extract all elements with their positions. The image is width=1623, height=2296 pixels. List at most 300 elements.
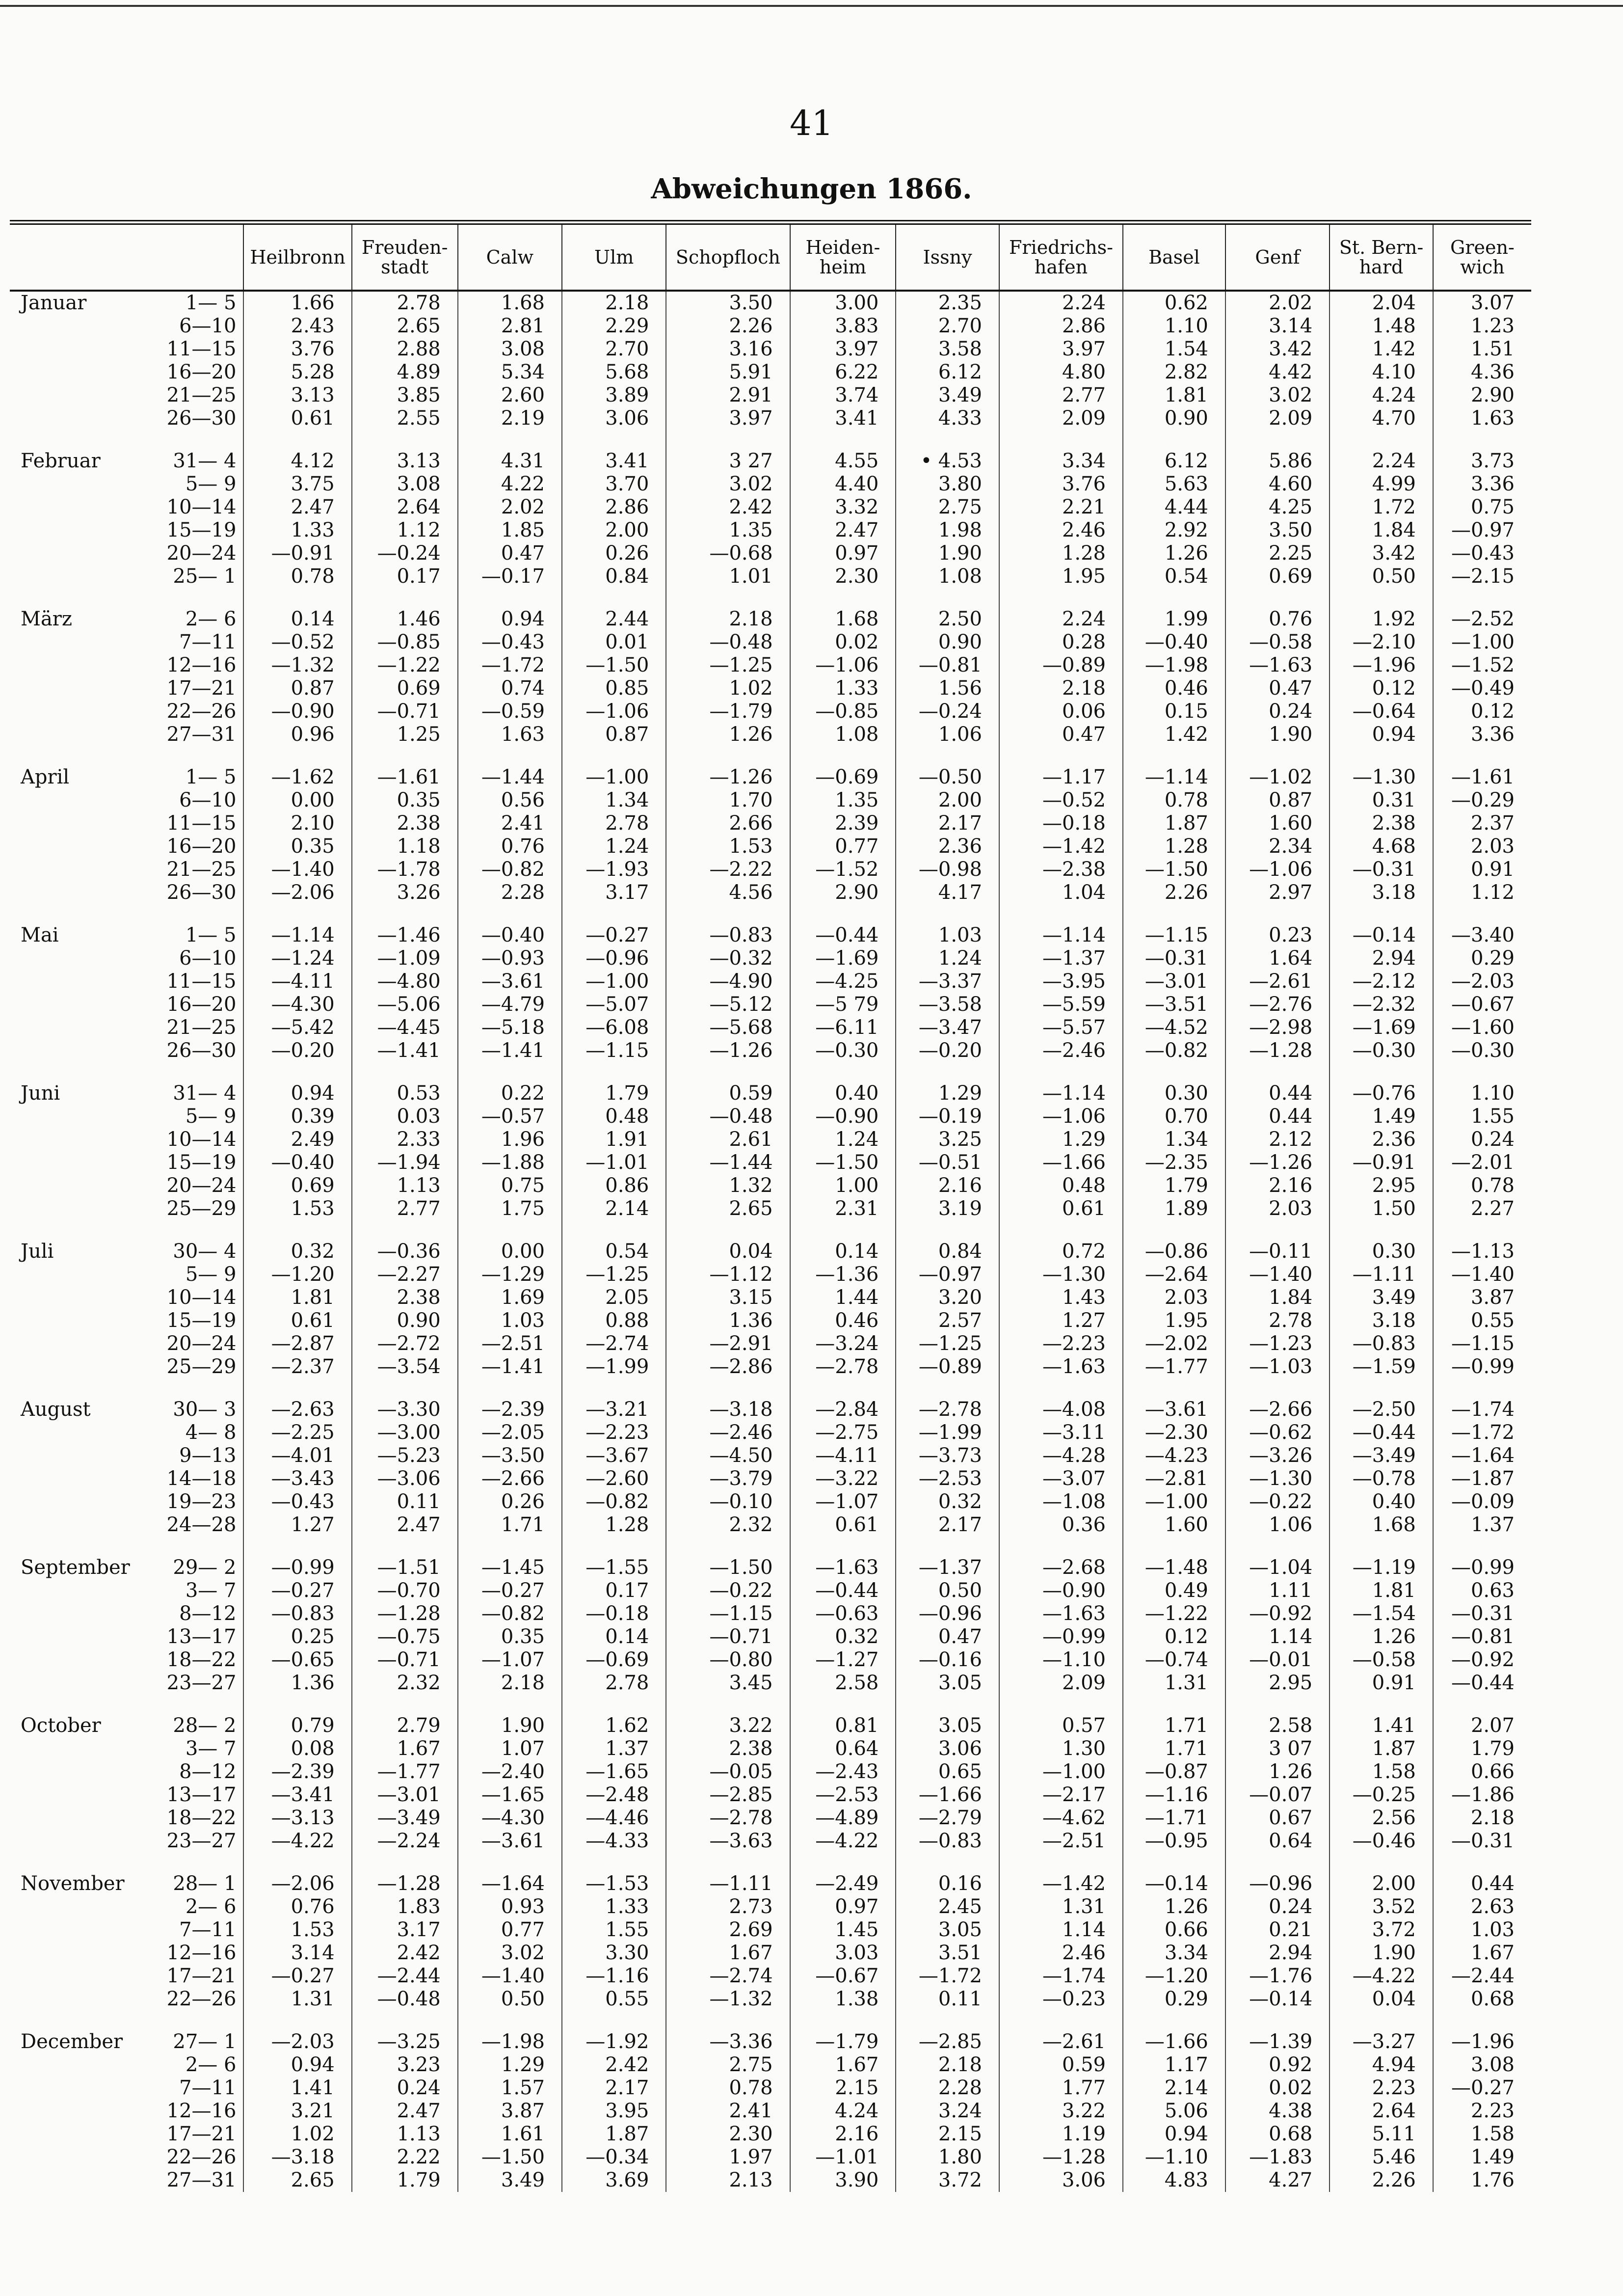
value-cell: —0.65 bbox=[243, 1648, 351, 1672]
station-name-line: Heiden- bbox=[805, 237, 880, 258]
spacer-cell bbox=[243, 746, 351, 766]
value-cell: —1.17 bbox=[999, 766, 1123, 789]
spacer-cell bbox=[562, 904, 666, 924]
value-cell: 2.44 bbox=[562, 608, 666, 631]
value-cell: 0.90 bbox=[896, 631, 999, 654]
value-cell: —0.59 bbox=[458, 700, 562, 723]
table-row bbox=[10, 1105, 1531, 1128]
value-cell: 2.09 bbox=[1225, 407, 1330, 430]
value-cell: —1.26 bbox=[666, 1039, 790, 1062]
value-cell: —4.80 bbox=[352, 970, 458, 993]
month-label bbox=[10, 970, 135, 993]
month-label bbox=[10, 1988, 135, 2011]
value-cell: 1.10 bbox=[1433, 1082, 1531, 1105]
value-cell: 1.24 bbox=[562, 835, 666, 858]
spacer-cell bbox=[896, 1853, 999, 1872]
value-cell: —2.39 bbox=[243, 1760, 351, 1783]
value-cell: —1.20 bbox=[1123, 1965, 1225, 1988]
value-cell: 0.77 bbox=[790, 835, 896, 858]
spacer-cell bbox=[1225, 1062, 1330, 1082]
table-row bbox=[10, 1942, 1531, 1965]
station-name-line: heim bbox=[819, 256, 866, 278]
station-header bbox=[352, 222, 458, 291]
value-cell: 2.78 bbox=[1225, 1309, 1330, 1332]
month-label: Januar bbox=[21, 292, 87, 314]
value-cell: 4.25 bbox=[1225, 496, 1330, 519]
value-cell: 2.00 bbox=[1330, 1872, 1433, 1895]
spacer-cell bbox=[135, 1695, 244, 1714]
value-cell: 2.75 bbox=[666, 2053, 790, 2077]
station-name-line: Heilbronn bbox=[250, 246, 346, 268]
value-cell: 3.23 bbox=[352, 2053, 458, 2077]
value-cell: 1.25 bbox=[352, 723, 458, 746]
value-cell: 3.03 bbox=[790, 1942, 896, 1965]
value-cell: —1.14 bbox=[243, 924, 351, 947]
value-cell: 0.75 bbox=[1433, 496, 1531, 519]
period-cell: 12—16 bbox=[166, 1942, 237, 1964]
value-cell: —0.71 bbox=[352, 1648, 458, 1672]
value-cell: 0.94 bbox=[243, 2053, 351, 2077]
value-cell: 1.53 bbox=[243, 1918, 351, 1942]
value-cell: —0.82 bbox=[562, 1490, 666, 1513]
value-cell: 3.08 bbox=[458, 338, 562, 361]
value-cell: 2.36 bbox=[896, 835, 999, 858]
spacer-cell bbox=[458, 1220, 562, 1240]
value-cell: 4.33 bbox=[896, 407, 999, 430]
spacer-cell bbox=[999, 1695, 1123, 1714]
value-cell: —1.37 bbox=[896, 1556, 999, 1579]
value-cell: 4.68 bbox=[1330, 835, 1433, 858]
value-cell: 0.22 bbox=[458, 1082, 562, 1105]
value-cell: 0.81 bbox=[790, 1714, 896, 1737]
value-cell: 2.47 bbox=[243, 496, 351, 519]
value-cell: 0.67 bbox=[1225, 1807, 1330, 1830]
period-cell: 13—17 bbox=[166, 1783, 237, 1806]
value-cell: 1.53 bbox=[243, 1197, 351, 1220]
table-row bbox=[10, 565, 1531, 588]
period-cell: 7—11 bbox=[179, 631, 237, 653]
value-cell: 0.12 bbox=[1433, 700, 1531, 723]
value-cell: —0.34 bbox=[562, 2146, 666, 2169]
spacer-cell bbox=[10, 1537, 135, 1556]
table-row bbox=[10, 407, 1531, 430]
month-label bbox=[10, 519, 135, 542]
value-cell: 2.15 bbox=[896, 2123, 999, 2146]
value-cell: 2.18 bbox=[1433, 1807, 1531, 1830]
spacer-cell bbox=[458, 746, 562, 766]
value-cell: —2.44 bbox=[352, 1965, 458, 1988]
value-cell: —2.03 bbox=[243, 2030, 351, 2053]
month-label bbox=[10, 361, 135, 384]
value-cell: —0.07 bbox=[1225, 1783, 1330, 1807]
spacer-cell bbox=[135, 1537, 244, 1556]
value-cell: —1.74 bbox=[999, 1965, 1123, 1988]
value-cell: 3.21 bbox=[243, 2100, 351, 2123]
value-cell: 2.28 bbox=[458, 881, 562, 904]
period-cell: 8—12 bbox=[179, 1602, 237, 1625]
value-cell: 3.97 bbox=[666, 407, 790, 430]
value-cell: 1.81 bbox=[1330, 1579, 1433, 1602]
value-cell: —0.87 bbox=[1123, 1760, 1225, 1783]
spacer-cell bbox=[562, 1220, 666, 1240]
value-cell: 0.02 bbox=[1225, 2077, 1330, 2100]
value-cell: 3.13 bbox=[243, 384, 351, 407]
month-label bbox=[10, 789, 135, 812]
spacer-cell bbox=[562, 430, 666, 450]
value-cell: —0.93 bbox=[458, 947, 562, 970]
period-cell: 31— 4 bbox=[173, 1082, 237, 1105]
value-cell: 1.26 bbox=[1123, 1895, 1225, 1918]
value-cell: —0.27 bbox=[458, 1579, 562, 1602]
month-label: April bbox=[21, 766, 70, 788]
value-cell: —0.90 bbox=[243, 700, 351, 723]
value-cell: 3.42 bbox=[1330, 542, 1433, 565]
spacer-cell bbox=[999, 1537, 1123, 1556]
value-cell: 0.08 bbox=[243, 1737, 351, 1760]
value-cell: 1.72 bbox=[1330, 496, 1433, 519]
value-cell: —2.63 bbox=[243, 1398, 351, 1421]
period-cell: 21—25 bbox=[166, 858, 237, 881]
value-cell: 2.75 bbox=[896, 496, 999, 519]
value-cell: 1.60 bbox=[1123, 1513, 1225, 1537]
table-row bbox=[10, 496, 1531, 519]
value-cell: 1.64 bbox=[1225, 947, 1330, 970]
spacer-row bbox=[10, 746, 1531, 766]
value-cell: 2.38 bbox=[666, 1737, 790, 1760]
month-label bbox=[10, 1467, 135, 1490]
value-cell: 3.34 bbox=[1123, 1942, 1225, 1965]
value-cell: 0.47 bbox=[458, 542, 562, 565]
spacer-cell bbox=[458, 1378, 562, 1398]
value-cell: —2.35 bbox=[1123, 1151, 1225, 1174]
value-cell: —0.83 bbox=[1330, 1332, 1433, 1355]
month-label bbox=[10, 1579, 135, 1602]
spacer-cell bbox=[790, 588, 896, 608]
spacer-cell bbox=[999, 2011, 1123, 2030]
month-label: August bbox=[21, 1398, 91, 1421]
value-cell: —2.24 bbox=[352, 1830, 458, 1853]
spacer-cell bbox=[1330, 1853, 1433, 1872]
value-cell: 1.07 bbox=[458, 1737, 562, 1760]
spacer-cell bbox=[1225, 1378, 1330, 1398]
value-cell: —2.30 bbox=[1123, 1421, 1225, 1444]
value-cell: 3.25 bbox=[896, 1128, 999, 1151]
value-cell: 1.81 bbox=[243, 1286, 351, 1309]
value-cell: 1.42 bbox=[1123, 723, 1225, 746]
table-row bbox=[10, 677, 1531, 700]
table-row bbox=[10, 1039, 1531, 1062]
spacer-cell bbox=[666, 588, 790, 608]
value-cell: 1.46 bbox=[352, 608, 458, 631]
station-header bbox=[999, 222, 1123, 291]
value-cell: —4.22 bbox=[1330, 1965, 1433, 1988]
spacer-cell bbox=[1330, 1695, 1433, 1714]
month-label: November bbox=[21, 1872, 125, 1895]
table-row bbox=[10, 1286, 1531, 1309]
value-cell: 0.11 bbox=[352, 1490, 458, 1513]
spacer-cell bbox=[1225, 430, 1330, 450]
value-cell: —3.43 bbox=[243, 1467, 351, 1490]
value-cell: 1.34 bbox=[562, 789, 666, 812]
value-cell: —1.63 bbox=[790, 1556, 896, 1579]
value-cell: 1.29 bbox=[896, 1082, 999, 1105]
period-cell: 4— 8 bbox=[185, 1421, 237, 1444]
value-cell: —1.96 bbox=[1433, 2030, 1531, 2053]
month-label: Februar bbox=[21, 450, 101, 472]
value-cell: 2.09 bbox=[999, 1672, 1123, 1695]
value-cell: —0.85 bbox=[790, 700, 896, 723]
value-cell: 1.13 bbox=[352, 2123, 458, 2146]
value-cell: 0.90 bbox=[352, 1309, 458, 1332]
value-cell: 2.38 bbox=[352, 1286, 458, 1309]
value-cell: 2.23 bbox=[1433, 2100, 1531, 2123]
spacer-cell bbox=[135, 746, 244, 766]
table-row bbox=[10, 924, 1531, 947]
value-cell: 3.75 bbox=[243, 473, 351, 496]
value-cell: —1.02 bbox=[1225, 766, 1330, 789]
spacer-cell bbox=[1123, 1378, 1225, 1398]
spacer-cell bbox=[1123, 746, 1225, 766]
value-cell: —2.78 bbox=[896, 1398, 999, 1421]
value-cell: 3.17 bbox=[352, 1918, 458, 1942]
value-cell: 0.66 bbox=[1433, 1760, 1531, 1783]
value-cell: 2.86 bbox=[999, 315, 1123, 338]
value-cell: 0.26 bbox=[562, 542, 666, 565]
table-row bbox=[10, 2053, 1531, 2077]
value-cell: —2.75 bbox=[790, 1421, 896, 1444]
value-cell: —1.74 bbox=[1433, 1398, 1531, 1421]
month-label: September bbox=[21, 1556, 130, 1579]
value-cell: —1.51 bbox=[352, 1556, 458, 1579]
value-cell: 0.29 bbox=[1433, 947, 1531, 970]
value-cell: —1.53 bbox=[562, 1872, 666, 1895]
value-cell: 0.40 bbox=[1330, 1490, 1433, 1513]
month-label bbox=[10, 2100, 135, 2123]
value-cell: —0.18 bbox=[999, 812, 1123, 835]
table-row bbox=[10, 1355, 1531, 1378]
table-row bbox=[10, 1556, 1531, 1579]
table-row bbox=[10, 1263, 1531, 1286]
spacer-cell bbox=[1123, 588, 1225, 608]
value-cell: 2.00 bbox=[562, 519, 666, 542]
period-cell: 12—16 bbox=[166, 2100, 237, 2122]
value-cell: —1.25 bbox=[562, 1263, 666, 1286]
value-cell: 0.56 bbox=[458, 789, 562, 812]
value-cell: —0.17 bbox=[458, 565, 562, 588]
spacer-row bbox=[10, 1695, 1531, 1714]
value-cell: 3.89 bbox=[562, 384, 666, 407]
spacer-cell bbox=[1433, 1220, 1531, 1240]
value-cell: —1.50 bbox=[458, 2146, 562, 2169]
spacer-cell bbox=[10, 746, 135, 766]
value-cell: —1.00 bbox=[562, 766, 666, 789]
value-cell: —3.01 bbox=[352, 1783, 458, 1807]
value-cell: —2.23 bbox=[999, 1332, 1123, 1355]
value-cell: 2.10 bbox=[243, 812, 351, 835]
value-cell: —5.07 bbox=[562, 993, 666, 1016]
period-cell: 9—13 bbox=[179, 1444, 237, 1467]
value-cell: 0.91 bbox=[1433, 858, 1531, 881]
value-cell: —0.67 bbox=[1433, 993, 1531, 1016]
period-cell: 25—29 bbox=[166, 1197, 237, 1220]
value-cell: —0.24 bbox=[352, 542, 458, 565]
spacer-cell bbox=[666, 1853, 790, 1872]
value-cell: 0.94 bbox=[1123, 2123, 1225, 2146]
value-cell: 3.36 bbox=[1433, 473, 1531, 496]
month-label: December bbox=[21, 2030, 123, 2053]
value-cell: —0.22 bbox=[666, 1579, 790, 1602]
value-cell: —1.50 bbox=[1123, 858, 1225, 881]
value-cell: 0.61 bbox=[999, 1197, 1123, 1220]
value-cell: —3.27 bbox=[1330, 2030, 1433, 2053]
value-cell: —1.63 bbox=[1225, 654, 1330, 677]
value-cell: —1.72 bbox=[458, 654, 562, 677]
value-cell: —1.11 bbox=[666, 1872, 790, 1895]
spacer-cell bbox=[896, 1220, 999, 1240]
value-cell: 5.46 bbox=[1330, 2146, 1433, 2169]
value-cell: —1.69 bbox=[1330, 1016, 1433, 1039]
value-cell: 3.17 bbox=[562, 881, 666, 904]
value-cell: —2.01 bbox=[1433, 1151, 1531, 1174]
value-cell: —0.25 bbox=[1330, 1783, 1433, 1807]
period-cell: 27—31 bbox=[166, 723, 237, 746]
period-cell: 19—23 bbox=[166, 1490, 237, 1513]
value-cell: —3.61 bbox=[458, 1830, 562, 1853]
spacer-cell bbox=[790, 2011, 896, 2030]
value-cell: 1.02 bbox=[666, 677, 790, 700]
value-cell: 2.26 bbox=[1330, 2169, 1433, 2192]
spacer-cell bbox=[999, 430, 1123, 450]
value-cell: —1.64 bbox=[458, 1872, 562, 1895]
value-cell: 2.03 bbox=[1433, 835, 1531, 858]
value-cell: 1.12 bbox=[352, 519, 458, 542]
value-cell: 1.38 bbox=[790, 1988, 896, 2011]
value-cell: —1.42 bbox=[999, 835, 1123, 858]
month-label bbox=[10, 1965, 135, 1988]
value-cell: 2.73 bbox=[666, 1895, 790, 1918]
value-cell: —5.06 bbox=[352, 993, 458, 1016]
value-cell: 0.78 bbox=[243, 565, 351, 588]
value-cell: —1.10 bbox=[1123, 2146, 1225, 2169]
value-cell: —1.11 bbox=[1330, 1263, 1433, 1286]
value-cell: 0.14 bbox=[790, 1240, 896, 1263]
value-cell: —3.61 bbox=[458, 970, 562, 993]
value-cell: 3.73 bbox=[1433, 450, 1531, 473]
value-cell: —1.71 bbox=[1123, 1807, 1225, 1830]
value-cell: 0.54 bbox=[1123, 565, 1225, 588]
table-row bbox=[10, 766, 1531, 789]
value-cell: 3.74 bbox=[790, 384, 896, 407]
value-cell: 3.18 bbox=[1330, 881, 1433, 904]
spacer-row bbox=[10, 588, 1531, 608]
value-cell: —1.72 bbox=[1433, 1421, 1531, 1444]
value-cell: —0.98 bbox=[896, 858, 999, 881]
value-cell: —0.71 bbox=[666, 1625, 790, 1648]
table-row bbox=[10, 473, 1531, 496]
value-cell: 0.24 bbox=[1433, 1128, 1531, 1151]
value-cell: 1.35 bbox=[790, 789, 896, 812]
value-cell: —0.95 bbox=[1123, 1830, 1225, 1853]
value-cell: 0.36 bbox=[999, 1513, 1123, 1537]
value-cell: 1.62 bbox=[562, 1714, 666, 1737]
station-name-line: Schopfloch bbox=[675, 246, 780, 268]
station-name-line: Genf bbox=[1255, 246, 1300, 268]
value-cell: 1.96 bbox=[458, 1128, 562, 1151]
value-cell: 2.33 bbox=[352, 1128, 458, 1151]
table-row bbox=[10, 1783, 1531, 1807]
value-cell: 1.89 bbox=[1123, 1197, 1225, 1220]
value-cell: —1.60 bbox=[1433, 1016, 1531, 1039]
period-cell: 30— 4 bbox=[173, 1240, 237, 1263]
station-name-line: stadt bbox=[381, 256, 429, 278]
table-row bbox=[10, 858, 1531, 881]
value-cell: 0.94 bbox=[243, 1082, 351, 1105]
month-label: Mai bbox=[21, 924, 59, 946]
value-cell: —0.99 bbox=[243, 1556, 351, 1579]
month-label bbox=[10, 1648, 135, 1672]
month-label bbox=[10, 881, 135, 904]
table-row bbox=[10, 1830, 1531, 1853]
value-cell: —2.68 bbox=[999, 1556, 1123, 1579]
month-label bbox=[10, 1672, 135, 1695]
value-cell: —0.14 bbox=[1225, 1988, 1330, 2011]
value-cell: 1.55 bbox=[1433, 1105, 1531, 1128]
value-cell: 2.69 bbox=[666, 1918, 790, 1942]
table-row bbox=[10, 1625, 1531, 1648]
month-label bbox=[10, 723, 135, 746]
table-row bbox=[10, 608, 1531, 631]
value-cell: 2.66 bbox=[666, 812, 790, 835]
value-cell: 1.27 bbox=[999, 1309, 1123, 1332]
value-cell: —0.96 bbox=[1225, 1872, 1330, 1895]
value-cell: —2.17 bbox=[999, 1783, 1123, 1807]
value-cell: 0.16 bbox=[896, 1872, 999, 1895]
value-cell: 2.25 bbox=[1225, 542, 1330, 565]
value-cell: —1.40 bbox=[458, 1965, 562, 1988]
value-cell: 0.76 bbox=[1225, 608, 1330, 631]
value-cell: —1.15 bbox=[1123, 924, 1225, 947]
value-cell: 0.77 bbox=[458, 1918, 562, 1942]
spacer-cell bbox=[243, 1537, 351, 1556]
spacer-cell bbox=[562, 1062, 666, 1082]
spacer-cell bbox=[352, 1220, 458, 1240]
month-label bbox=[10, 1105, 135, 1128]
value-cell: 3.51 bbox=[896, 1942, 999, 1965]
station-header bbox=[1330, 222, 1433, 291]
value-cell: 1.35 bbox=[666, 519, 790, 542]
spacer-cell bbox=[1433, 904, 1531, 924]
value-cell: —1.59 bbox=[1330, 1355, 1433, 1378]
spacer-cell bbox=[1330, 430, 1433, 450]
value-cell: —4.28 bbox=[999, 1444, 1123, 1467]
value-cell: 0.46 bbox=[790, 1309, 896, 1332]
value-cell: 2.03 bbox=[1225, 1197, 1330, 1220]
table-row bbox=[10, 1128, 1531, 1151]
value-cell: —1.46 bbox=[352, 924, 458, 947]
station-name-line: St. Bern- bbox=[1339, 237, 1424, 258]
value-cell: —1.25 bbox=[896, 1332, 999, 1355]
period-cell: 14—18 bbox=[166, 1467, 237, 1490]
value-cell: 2.22 bbox=[352, 2146, 458, 2169]
value-cell: 0.12 bbox=[1123, 1625, 1225, 1648]
value-cell: —2.86 bbox=[666, 1355, 790, 1378]
table-row bbox=[10, 970, 1531, 993]
table-row bbox=[10, 654, 1531, 677]
value-cell: 1.57 bbox=[458, 2077, 562, 2100]
value-cell: —1.40 bbox=[243, 858, 351, 881]
month-label bbox=[10, 2123, 135, 2146]
spacer-cell bbox=[458, 1062, 562, 1082]
